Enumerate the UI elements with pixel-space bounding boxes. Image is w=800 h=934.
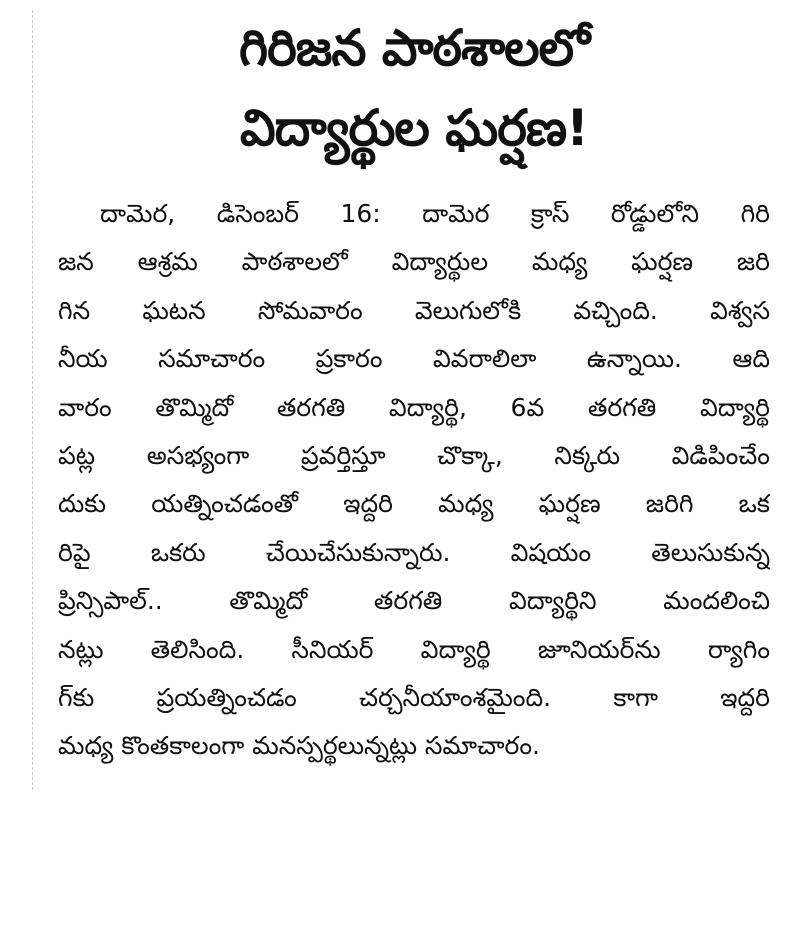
article-line: దామెర, డిసెంబర్ 16: దామెర క్రాస్ రోడ్డులోని గిరి bbox=[100, 199, 770, 228]
article-line: ప్రిన్సిపాల్.. తొమ్మిదో తరగతి విద్యార్థిని మందలించి bbox=[58, 586, 770, 616]
headline-line-1: గిరిజన పాఠశాలలో bbox=[238, 19, 590, 77]
article-line: రిపై ఒకరు చేయిచేసుకున్నారు. విషయం తెలుసుకున్న bbox=[58, 537, 770, 567]
margin-rule bbox=[32, 10, 33, 790]
article-line: మధ్య కొంతకాలంగా మనస్పర్థలున్నట్లు సమాచారం. bbox=[58, 731, 540, 761]
article-line: నీయ సమాచారం ప్రకారం వివరాలిలా ఉన్నాయి. ఆది bbox=[58, 344, 770, 374]
article-line: జన ఆశ్రమ పాఠశాలలో విద్యార్థుల మధ్య ఘర్షణ జరి bbox=[58, 247, 770, 277]
article-line: గ్‌కు ప్రయత్నించడం చర్చనీయాంశమైంది. కాగా ఇద్దరి bbox=[58, 682, 770, 712]
article-line: నట్లు తెలిసింది. సీనియర్ విద్యార్థి జూనియర్‌ను ర్యాగిం bbox=[58, 634, 770, 664]
headline bbox=[58, 8, 770, 168]
article-line: వారం తొమ్మిదో తరగతి విద్యార్థి, 6వ తరగతి విద్యార్థి bbox=[58, 392, 770, 422]
article-line: గిన ఘటన సోమవారం వెలుగులోకి వచ్చింది. విశ్వస bbox=[58, 295, 770, 325]
article-line: పట్ల అసభ్యంగా ప్రవర్తిస్తూ చొక్కా, నిక్కరు విడిపించేం bbox=[58, 440, 770, 470]
article-body bbox=[58, 190, 770, 771]
article-line: దుకు యత్నించడంతో ఇద్దరి మధ్య ఘర్షణ జరిగి ఒక bbox=[58, 489, 770, 519]
news-clipping bbox=[58, 8, 770, 771]
headline-line-2: విద్యార్థుల ఘర్షణ! bbox=[240, 99, 588, 157]
